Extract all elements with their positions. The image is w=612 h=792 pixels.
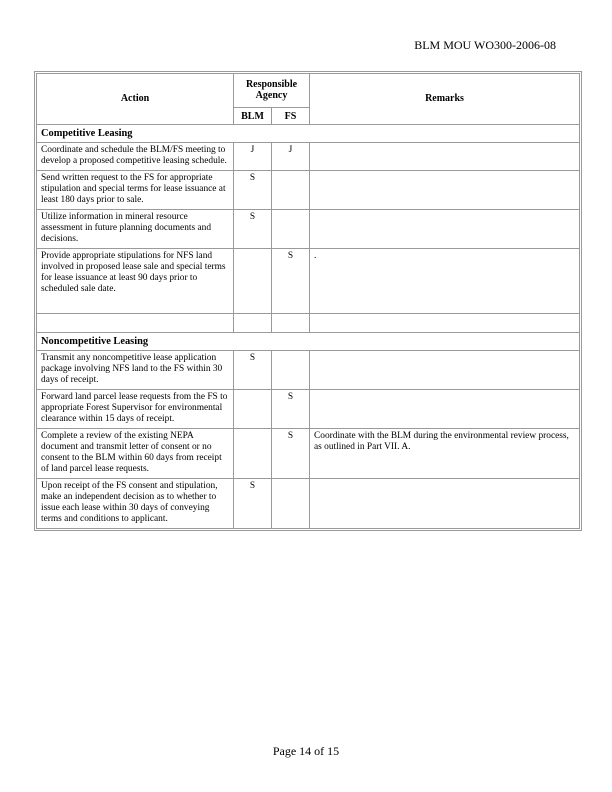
column-header-action: Action bbox=[37, 74, 234, 125]
remarks-cell bbox=[310, 171, 580, 210]
table-row bbox=[37, 210, 580, 249]
action-cell: Coordinate and schedule the BLM/FS meeting to develop a proposed competitive leasing schedule. bbox=[37, 143, 234, 171]
fs-cell: S bbox=[272, 429, 310, 479]
table-row bbox=[37, 351, 580, 390]
fs-cell: S bbox=[272, 249, 310, 314]
column-header-remarks: Remarks bbox=[310, 74, 580, 125]
fs-cell bbox=[272, 479, 310, 529]
column-header-fs: FS bbox=[272, 108, 310, 125]
blank-cell bbox=[234, 314, 272, 333]
blm-cell: S bbox=[234, 171, 272, 210]
remarks-cell bbox=[310, 210, 580, 249]
table-row bbox=[37, 249, 580, 314]
action-cell: Forward land parcel lease requests from the FS to appropriate Forest Supervisor for environmental clearance within 15 days of receipt. bbox=[37, 390, 234, 429]
action-cell: Provide appropriate stipulations for NFS land involved in proposed lease sale and special terms for lease issuance at least 90 days prior to scheduled sale date. bbox=[37, 249, 234, 314]
section-title-noncompetitive-leasing: Noncompetitive Leasing bbox=[37, 333, 580, 351]
remarks-cell: Coordinate with the BLM during the environmental review process, as outlined in Part VII. A. bbox=[310, 429, 580, 479]
fs-cell: J bbox=[272, 143, 310, 171]
blank-cell bbox=[37, 314, 234, 333]
remarks-cell: . bbox=[310, 249, 580, 314]
action-table bbox=[36, 73, 580, 529]
section-row bbox=[37, 333, 580, 351]
table-row bbox=[37, 171, 580, 210]
table-row bbox=[37, 143, 580, 171]
blm-cell: S bbox=[234, 351, 272, 390]
blm-cell: S bbox=[234, 210, 272, 249]
action-cell: Send written request to the FS for appropriate stipulation and special terms for lease issuance at least 180 days prior to sale. bbox=[37, 171, 234, 210]
section-row bbox=[37, 125, 580, 143]
section-title-competitive-leasing: Competitive Leasing bbox=[37, 125, 580, 143]
fs-cell bbox=[272, 351, 310, 390]
blm-cell: S bbox=[234, 479, 272, 529]
action-table-frame bbox=[34, 71, 582, 531]
document-id: BLM MOU WO300-2006-08 bbox=[414, 38, 556, 52]
remarks-cell bbox=[310, 390, 580, 429]
fs-cell bbox=[272, 210, 310, 249]
blank-row bbox=[37, 314, 580, 333]
table-row bbox=[37, 390, 580, 429]
blank-cell bbox=[272, 314, 310, 333]
fs-cell: S bbox=[272, 390, 310, 429]
fs-cell bbox=[272, 171, 310, 210]
action-cell: Utilize information in mineral resource assessment in future planning documents and decisions. bbox=[37, 210, 234, 249]
remarks-cell bbox=[310, 143, 580, 171]
blm-cell bbox=[234, 249, 272, 314]
remarks-cell bbox=[310, 479, 580, 529]
blank-cell bbox=[310, 314, 580, 333]
table-row bbox=[37, 479, 580, 529]
blm-cell bbox=[234, 429, 272, 479]
blm-cell bbox=[234, 390, 272, 429]
action-cell: Complete a review of the existing NEPA document and transmit letter of consent or no consent to the BLM within 60 days from receipt of land parcel lease requests. bbox=[37, 429, 234, 479]
column-header-blm: BLM bbox=[234, 108, 272, 125]
action-cell: Transmit any noncompetitive lease application package involving NFS land to the FS within 30 days of receipt. bbox=[37, 351, 234, 390]
page-number: Page 14 of 15 bbox=[272, 744, 340, 758]
blm-cell: J bbox=[234, 143, 272, 171]
column-header-responsible-agency: Responsible Agency bbox=[234, 74, 310, 108]
remarks-cell bbox=[310, 351, 580, 390]
action-cell: Upon receipt of the FS consent and stipulation, make an independent decision as to whether to issue each lease within 30 days of conveying terms and conditions to applicant. bbox=[37, 479, 234, 529]
table-row bbox=[37, 429, 580, 479]
